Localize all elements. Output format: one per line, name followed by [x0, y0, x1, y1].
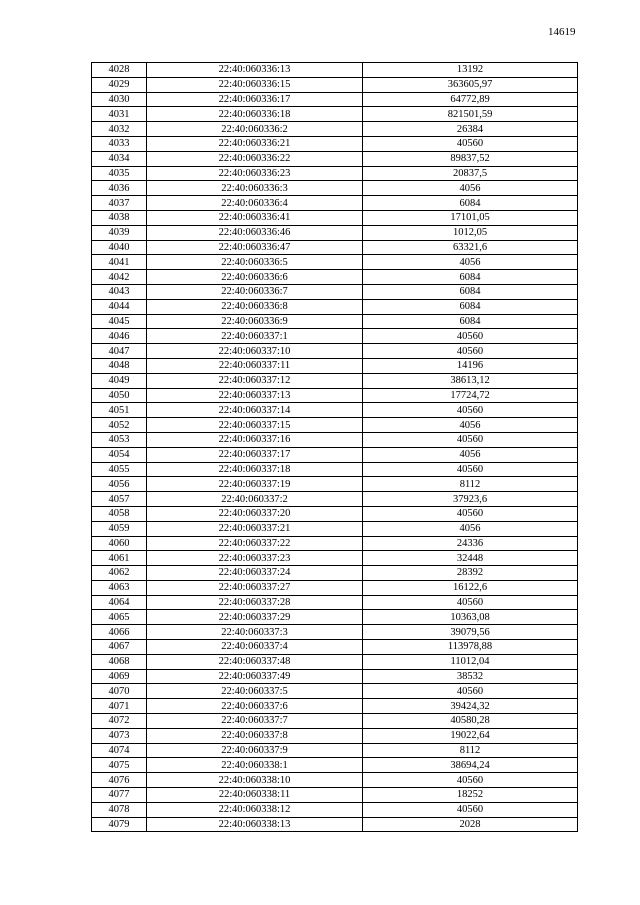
cadastral-number-cell: 22:40:060337:22 — [147, 536, 363, 551]
row-number-cell: 4075 — [92, 758, 147, 773]
value-cell: 24336 — [363, 536, 578, 551]
table-row — [92, 344, 578, 359]
table-row — [92, 551, 578, 566]
cadastral-number-cell: 22:40:060337:23 — [147, 551, 363, 566]
row-number-cell: 4057 — [92, 492, 147, 507]
value-cell: 6084 — [363, 284, 578, 299]
page-number: 14619 — [548, 26, 576, 38]
value-cell: 8112 — [363, 477, 578, 492]
cadastral-number-cell: 22:40:060336:17 — [147, 92, 363, 107]
table-row — [92, 462, 578, 477]
row-number-cell: 4077 — [92, 788, 147, 803]
cadastral-number-cell: 22:40:060336:15 — [147, 77, 363, 92]
row-number-cell: 4074 — [92, 743, 147, 758]
cadastral-number-cell: 22:40:060337:5 — [147, 684, 363, 699]
row-number-cell: 4066 — [92, 625, 147, 640]
cadastral-number-cell: 22:40:060337:12 — [147, 373, 363, 388]
row-number-cell: 4030 — [92, 92, 147, 107]
cadastral-number-cell: 22:40:060337:13 — [147, 388, 363, 403]
row-number-cell: 4037 — [92, 196, 147, 211]
table-row — [92, 122, 578, 137]
table-row — [92, 625, 578, 640]
cadastral-number-cell: 22:40:060338:13 — [147, 817, 363, 832]
table-row — [92, 210, 578, 225]
cadastral-number-cell: 22:40:060336:23 — [147, 166, 363, 181]
value-cell: 26384 — [363, 122, 578, 137]
cadastral-number-cell: 22:40:060336:7 — [147, 284, 363, 299]
cadastral-number-cell: 22:40:060337:20 — [147, 506, 363, 521]
row-number-cell: 4069 — [92, 669, 147, 684]
value-cell: 38613,12 — [363, 373, 578, 388]
value-cell: 6084 — [363, 299, 578, 314]
row-number-cell: 4040 — [92, 240, 147, 255]
value-cell: 39079,56 — [363, 625, 578, 640]
row-number-cell: 4047 — [92, 344, 147, 359]
row-number-cell: 4041 — [92, 255, 147, 270]
value-cell: 4056 — [363, 418, 578, 433]
table-row — [92, 373, 578, 388]
value-cell: 16122,6 — [363, 580, 578, 595]
value-cell: 2028 — [363, 817, 578, 832]
row-number-cell: 4062 — [92, 566, 147, 581]
value-cell: 40560 — [363, 595, 578, 610]
table-row — [92, 758, 578, 773]
cadastral-number-cell: 22:40:060336:21 — [147, 136, 363, 151]
value-cell: 4056 — [363, 255, 578, 270]
cadastral-number-cell: 22:40:060337:16 — [147, 432, 363, 447]
row-number-cell: 4055 — [92, 462, 147, 477]
table-row — [92, 181, 578, 196]
cadastral-number-cell: 22:40:060337:19 — [147, 477, 363, 492]
cadastral-number-cell: 22:40:060337:1 — [147, 329, 363, 344]
row-number-cell: 4052 — [92, 418, 147, 433]
table-row — [92, 610, 578, 625]
cadastral-number-cell: 22:40:060337:48 — [147, 654, 363, 669]
row-number-cell: 4034 — [92, 151, 147, 166]
row-number-cell: 4051 — [92, 403, 147, 418]
value-cell: 20837,5 — [363, 166, 578, 181]
value-cell: 40560 — [363, 684, 578, 699]
table-row — [92, 447, 578, 462]
cadastral-number-cell: 22:40:060337:14 — [147, 403, 363, 418]
table-row — [92, 284, 578, 299]
row-number-cell: 4048 — [92, 358, 147, 373]
table-row — [92, 773, 578, 788]
table-row — [92, 492, 578, 507]
table-row — [92, 654, 578, 669]
row-number-cell: 4032 — [92, 122, 147, 137]
value-cell: 19022,64 — [363, 728, 578, 743]
table-row — [92, 432, 578, 447]
value-cell: 28392 — [363, 566, 578, 581]
row-number-cell: 4029 — [92, 77, 147, 92]
table-row — [92, 788, 578, 803]
table-row — [92, 63, 578, 78]
value-cell: 17724,72 — [363, 388, 578, 403]
row-number-cell: 4044 — [92, 299, 147, 314]
row-number-cell: 4043 — [92, 284, 147, 299]
cadastral-number-cell: 22:40:060337:29 — [147, 610, 363, 625]
row-number-cell: 4061 — [92, 551, 147, 566]
table-row — [92, 196, 578, 211]
table-row — [92, 699, 578, 714]
table-row — [92, 358, 578, 373]
table-row — [92, 566, 578, 581]
table-row — [92, 536, 578, 551]
cadastral-number-cell: 22:40:060337:8 — [147, 728, 363, 743]
row-number-cell: 4054 — [92, 447, 147, 462]
value-cell: 37923,6 — [363, 492, 578, 507]
value-cell: 38532 — [363, 669, 578, 684]
row-number-cell: 4028 — [92, 63, 147, 78]
table-row — [92, 225, 578, 240]
table-row — [92, 77, 578, 92]
cadastral-number-cell: 22:40:060337:49 — [147, 669, 363, 684]
row-number-cell: 4065 — [92, 610, 147, 625]
table-row — [92, 743, 578, 758]
row-number-cell: 4056 — [92, 477, 147, 492]
table-row — [92, 817, 578, 832]
value-cell: 40560 — [363, 432, 578, 447]
cadastral-number-cell: 22:40:060338:1 — [147, 758, 363, 773]
value-cell: 113978,88 — [363, 640, 578, 655]
row-number-cell: 4070 — [92, 684, 147, 699]
value-cell: 1012,05 — [363, 225, 578, 240]
row-number-cell: 4068 — [92, 654, 147, 669]
registry-table — [91, 62, 578, 832]
table-row — [92, 255, 578, 270]
row-number-cell: 4045 — [92, 314, 147, 329]
cadastral-number-cell: 22:40:060337:7 — [147, 714, 363, 729]
value-cell: 38694,24 — [363, 758, 578, 773]
table-row — [92, 669, 578, 684]
value-cell: 6084 — [363, 314, 578, 329]
registry-table-body — [92, 63, 578, 832]
table-row — [92, 136, 578, 151]
row-number-cell: 4049 — [92, 373, 147, 388]
row-number-cell: 4078 — [92, 802, 147, 817]
value-cell: 4056 — [363, 521, 578, 536]
value-cell: 40560 — [363, 344, 578, 359]
table-row — [92, 684, 578, 699]
cadastral-number-cell: 22:40:060337:15 — [147, 418, 363, 433]
value-cell: 40560 — [363, 506, 578, 521]
table-row — [92, 314, 578, 329]
cadastral-number-cell: 22:40:060337:21 — [147, 521, 363, 536]
cadastral-number-cell: 22:40:060336:9 — [147, 314, 363, 329]
table-row — [92, 728, 578, 743]
cadastral-number-cell: 22:40:060337:2 — [147, 492, 363, 507]
value-cell: 64772,89 — [363, 92, 578, 107]
row-number-cell: 4059 — [92, 521, 147, 536]
value-cell: 8112 — [363, 743, 578, 758]
cadastral-number-cell: 22:40:060336:13 — [147, 63, 363, 78]
row-number-cell: 4038 — [92, 210, 147, 225]
row-number-cell: 4079 — [92, 817, 147, 832]
value-cell: 40560 — [363, 462, 578, 477]
cadastral-number-cell: 22:40:060337:17 — [147, 447, 363, 462]
cadastral-number-cell: 22:40:060337:27 — [147, 580, 363, 595]
table-row — [92, 580, 578, 595]
row-number-cell: 4042 — [92, 270, 147, 285]
table-row — [92, 595, 578, 610]
cadastral-number-cell: 22:40:060336:8 — [147, 299, 363, 314]
value-cell: 363605,97 — [363, 77, 578, 92]
value-cell: 40580,28 — [363, 714, 578, 729]
table-row — [92, 506, 578, 521]
cadastral-number-cell: 22:40:060337:18 — [147, 462, 363, 477]
table-row — [92, 240, 578, 255]
table-row — [92, 107, 578, 122]
row-number-cell: 4060 — [92, 536, 147, 551]
row-number-cell: 4058 — [92, 506, 147, 521]
cadastral-number-cell: 22:40:060337:4 — [147, 640, 363, 655]
value-cell: 6084 — [363, 196, 578, 211]
row-number-cell: 4072 — [92, 714, 147, 729]
row-number-cell: 4039 — [92, 225, 147, 240]
row-number-cell: 4046 — [92, 329, 147, 344]
cadastral-number-cell: 22:40:060338:10 — [147, 773, 363, 788]
cadastral-number-cell: 22:40:060336:4 — [147, 196, 363, 211]
cadastral-number-cell: 22:40:060338:12 — [147, 802, 363, 817]
cadastral-number-cell: 22:40:060337:9 — [147, 743, 363, 758]
table-row — [92, 640, 578, 655]
value-cell: 40560 — [363, 773, 578, 788]
value-cell: 39424,32 — [363, 699, 578, 714]
value-cell: 13192 — [363, 63, 578, 78]
value-cell: 40560 — [363, 802, 578, 817]
cadastral-number-cell: 22:40:060337:6 — [147, 699, 363, 714]
cadastral-number-cell: 22:40:060337:24 — [147, 566, 363, 581]
cadastral-number-cell: 22:40:060337:28 — [147, 595, 363, 610]
value-cell: 14196 — [363, 358, 578, 373]
table-row — [92, 151, 578, 166]
table-row — [92, 802, 578, 817]
row-number-cell: 4053 — [92, 432, 147, 447]
cadastral-number-cell: 22:40:060336:46 — [147, 225, 363, 240]
value-cell: 4056 — [363, 181, 578, 196]
cadastral-number-cell: 22:40:060336:2 — [147, 122, 363, 137]
cadastral-number-cell: 22:40:060336:41 — [147, 210, 363, 225]
cadastral-number-cell: 22:40:060338:11 — [147, 788, 363, 803]
row-number-cell: 4036 — [92, 181, 147, 196]
row-number-cell: 4067 — [92, 640, 147, 655]
cadastral-number-cell: 22:40:060336:3 — [147, 181, 363, 196]
table-row — [92, 166, 578, 181]
table-row — [92, 388, 578, 403]
value-cell: 18252 — [363, 788, 578, 803]
row-number-cell: 4031 — [92, 107, 147, 122]
value-cell: 32448 — [363, 551, 578, 566]
value-cell: 4056 — [363, 447, 578, 462]
value-cell: 40560 — [363, 403, 578, 418]
cadastral-number-cell: 22:40:060337:11 — [147, 358, 363, 373]
row-number-cell: 4076 — [92, 773, 147, 788]
value-cell: 63321,6 — [363, 240, 578, 255]
value-cell: 11012,04 — [363, 654, 578, 669]
cadastral-number-cell: 22:40:060336:18 — [147, 107, 363, 122]
table-row — [92, 477, 578, 492]
row-number-cell: 4071 — [92, 699, 147, 714]
table-row — [92, 270, 578, 285]
table-row — [92, 299, 578, 314]
cadastral-number-cell: 22:40:060336:6 — [147, 270, 363, 285]
cadastral-number-cell: 22:40:060336:47 — [147, 240, 363, 255]
row-number-cell: 4035 — [92, 166, 147, 181]
row-number-cell: 4073 — [92, 728, 147, 743]
value-cell: 17101,05 — [363, 210, 578, 225]
cadastral-number-cell: 22:40:060337:3 — [147, 625, 363, 640]
row-number-cell: 4033 — [92, 136, 147, 151]
table-row — [92, 329, 578, 344]
row-number-cell: 4063 — [92, 580, 147, 595]
value-cell: 89837,52 — [363, 151, 578, 166]
value-cell: 821501,59 — [363, 107, 578, 122]
cadastral-number-cell: 22:40:060336:5 — [147, 255, 363, 270]
cadastral-number-cell: 22:40:060337:10 — [147, 344, 363, 359]
cadastral-number-cell: 22:40:060336:22 — [147, 151, 363, 166]
value-cell: 40560 — [363, 136, 578, 151]
row-number-cell: 4064 — [92, 595, 147, 610]
table-row — [92, 92, 578, 107]
table-row — [92, 418, 578, 433]
row-number-cell: 4050 — [92, 388, 147, 403]
value-cell: 6084 — [363, 270, 578, 285]
table-row — [92, 521, 578, 536]
table-row — [92, 403, 578, 418]
value-cell: 40560 — [363, 329, 578, 344]
table-row — [92, 714, 578, 729]
value-cell: 10363,08 — [363, 610, 578, 625]
